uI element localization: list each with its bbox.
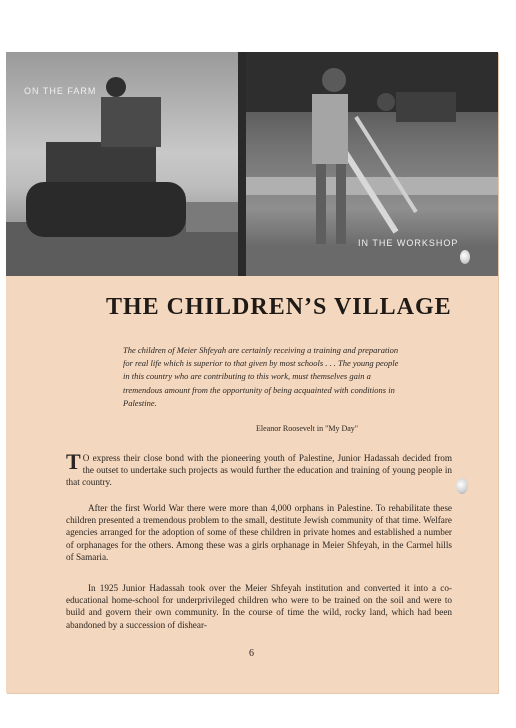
- page-title: THE CHILDREN’S VILLAGE: [106, 294, 452, 320]
- paragraph-1-text: O express their close bond with the pioneering youth of Palestine, Junior Hadassah decided from the outset to undertake such projects as would further the education and training of young people in that country.: [66, 453, 452, 488]
- drop-cap: T: [66, 449, 81, 474]
- binder-hole-bottom: [456, 478, 468, 494]
- workshop-caption: IN THE WORKSHOP: [358, 238, 459, 248]
- paragraph-3: In 1925 Junior Hadassah took over the Meier Shfeyah institution and converted it into a co-educational home-school for underprivileged children who were to be trained on the soil and were to build and govern their own community. In the course of time the wild, rocky land, which had been abandoned by a succession of dishear-: [66, 583, 452, 630]
- paragraph-1: [66, 449, 452, 489]
- page-number: 6: [249, 648, 254, 659]
- binder-hole-top: [460, 250, 470, 264]
- paragraph-2: After the first World War there were more than 4,000 orphans in Palestine. To rehabilitate these children presented a tremendous problem to the small, destitute Jewish community of that time. Welfare agencies arranged for the adoption of some of these children in private homes and established a number of orphanages for the others. Among these was a girls orphanage in Meier Shfeyah, in the Carmel hills of Samaria.: [66, 503, 452, 562]
- quote-text: The children of Meier Shfeyah are certainly receiving a training and preparation for real life which is superior to that given by most schools . . . The young people in this country who are contributing to this work, must themselves gain a tremendous amount from the opportunity of being acquainted with conditions in Palestine.: [123, 345, 399, 408]
- farm-caption: ON THE FARM: [24, 86, 97, 96]
- farm-photo: [6, 52, 238, 276]
- quote-attribution: Eleanor Roosevelt in "My Day": [256, 424, 359, 433]
- book-page: [6, 52, 498, 693]
- photo-divider: [238, 52, 246, 276]
- workshop-photo: [246, 52, 498, 276]
